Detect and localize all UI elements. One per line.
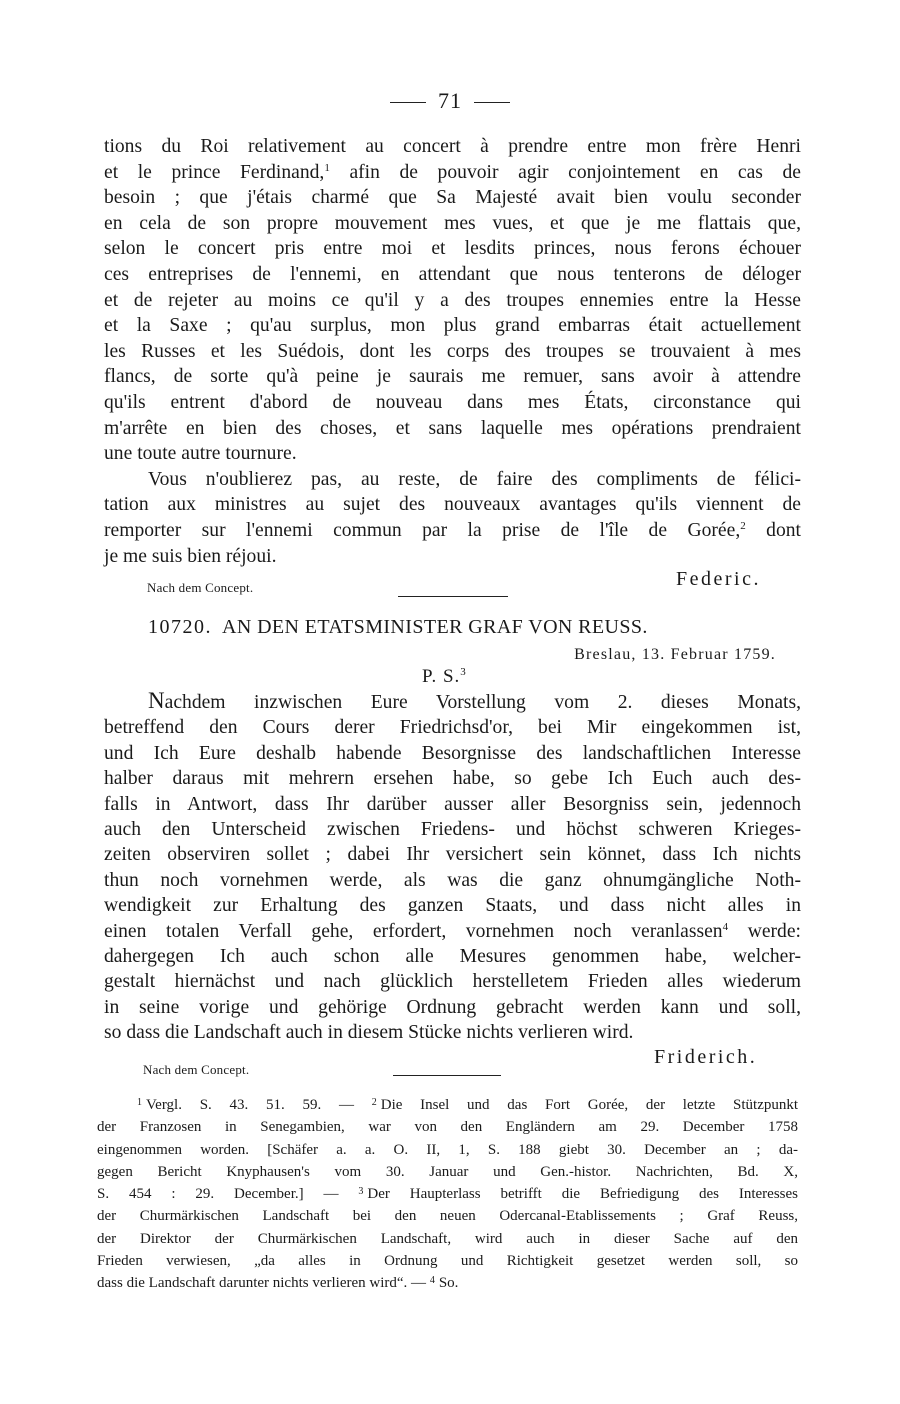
footnote-line: S. 454 : 29. December.] — $^3$ Der Haupterlass betrifft die Befriedigung des Interesses [97,1186,798,1203]
text-line: Nachdem inzwischen Eure Vorstellung vom 2. dieses Monats, [148,688,801,713]
text-line: in seine vorige und gehörige Ordnung gebracht werden kann und soll, [104,996,801,1018]
signature: Federic. [676,568,761,590]
letter-number: 10720. [148,616,212,638]
text-line: et de rejeter au moins ce qu'il y a des troupes ennemies entre la Hesse [104,289,801,311]
closing-rule [398,596,508,597]
footnote-line: eingenommen worden. [Schäfer a. a. O. II, 1, S. 188 giebt 30. December an ; da- [97,1141,798,1158]
letter-title: AN DEN ETATSMINISTER GRAF VON REUSS. [222,616,648,638]
second-letter-body [104,688,801,1046]
postscript-label: P. S.$^3$ [422,666,467,687]
text-line: qu'ils entrent d'abord de nouveau dans mes États, circonstance qui [104,391,801,413]
footnote-line: der Churmärkischen Landschaft bei den neuen Odercanal-Etablissements ; Graf Reuss, [97,1208,798,1225]
first-letter-body [104,134,801,569]
text-line: je me suis bien réjoui. [104,545,277,567]
page-header [0,88,900,114]
text-line: m'arrête en bien des choses, et sans laquelle mes opérations prendraient [104,417,801,439]
footnote-mark: 4 [429,1275,435,1287]
footnote-line: dass die Landschaft darunter nichts verlieren wird“. — $^4$ So. [97,1275,459,1292]
place-date: Breslau, 13. Februar 1759. [574,646,776,663]
text-line: gestalt hiernächst und nach glücklich herstelletem Frieden alles wiederum [104,971,801,993]
text-line: auch den Unterscheid zwischen Friedens- und höchst schweren Krieges- [104,819,801,841]
header-dash-right [474,102,510,103]
footnote-line: $^1$ Vergl. S. 43. 51. 59. — $^2$ Die Insel und das Fort Gorée, der letzte Stützpunkt [137,1097,799,1113]
footnote-mark: 3 [358,1186,364,1198]
text-line: tation aux ministres au sujet des nouveaux avantages qu'ils viennent de [104,494,801,516]
initial-letter: N [148,688,165,713]
text-line: et le prince Ferdinand,$^1$ afin de pouvoir agir conjointement en cas de [104,161,801,183]
footnote-ref: 2 [740,519,746,532]
text-line: les Russes et les Suédois, dont les corps des troupes se trouvaient à mes [104,340,801,362]
text-line: wendigkeit zur Erhaltung des ganzen Staats, und dass nicht alles in [104,895,801,917]
text-line: selon le concert pris entre moi et lesdits princes, nous ferons échouer [104,238,801,260]
text-line: besoin ; que j'étais charmé que Sa Majesté avait bien voulu seconder [104,187,801,209]
text-line: une toute autre tournure. [104,443,297,465]
text-line: so dass die Landschaft auch in diesem Stücke nichts verlieren wird. [104,1022,634,1044]
footnote-ref: 3 [460,666,467,678]
footnote-ref: 1 [324,161,330,174]
footnote-line: der Franzosen in Senegambien, war von den Engländern am 29. December 1758 [97,1119,798,1136]
text-line: betreffend den Cours derer Friedrichsd'or, bei Mir eingekommen ist, [104,717,801,739]
text-line: dahergegen Ich auch schon alle Mesures genommen habe, welcher- [104,946,801,968]
letter-heading [148,616,648,639]
header-dash-left [390,102,426,103]
footnote-line: Frieden verwiesen, „da alles in Ordnung und Richtigkeit gesetzet werden soll, so [97,1253,798,1270]
source-note: Nach dem Concept. [143,1062,250,1077]
footnote-mark: 2 [371,1097,377,1108]
text-line: ces entreprises de l'ennemi, en attendant que nous tenterons de déloger [104,263,801,285]
footnote-ref: 4 [722,920,729,933]
text-line: flancs, de sorte qu'à peine je saurais me remuer, sans avoir à attendre [104,366,801,388]
text-line: et la Saxe ; qu'au surplus, mon plus grand embarras était actuellement [104,315,801,337]
text-line: remporter sur l'ennemi commun par la prise de l'île de Gorée,$^2$ dont [104,519,801,541]
closing-rule [393,1075,501,1076]
source-note: Nach dem Concept. [147,580,254,595]
text-line: zeiten observiren sollet ; dabei Ihr versichert sein könnet, dass Ich nichts [104,844,801,866]
footnote-mark: 1 [137,1097,142,1108]
text-line: tions du Roi relativement au concert à prendre entre mon frère Henri [104,136,801,157]
footnote-line: der Direktor der Churmärkischen Landschaft, wird auch in dieser Sache auf den [97,1230,798,1247]
text-line: einen totalen Verfall gehe, erfordert, vornehmen noch veranlassen$^4$ werde: [104,920,801,942]
footnotes [97,1094,798,1295]
text-line: und Ich Eure deshalb habende Besorgnisse des landschaftlichen Interesse [104,742,801,764]
text-line: en cela de son propre mouvement mes vues, et que je me flattais que, [104,212,801,234]
text-line: thun noch vornehmen werde, als was die ganz ohnumgängliche Noth- [104,869,801,891]
text-line: falls in Antwort, dass Ihr darüber ausser aller Besorgniss sein, jedennoch [104,793,801,815]
page-number: 71 [438,88,462,113]
footnote-line: gegen Bericht Knyphausen's vom 30. Januar und Gen.-histor. Nachrichten, Bd. X, [97,1163,798,1180]
text-line: Vous n'oublierez pas, au reste, de faire des compliments de félici- [148,468,801,490]
signature: Friderich. [654,1046,758,1068]
text-line: halber daraus mit mehrern ersehen habe, so gebe Ich Euch auch des- [104,768,801,790]
